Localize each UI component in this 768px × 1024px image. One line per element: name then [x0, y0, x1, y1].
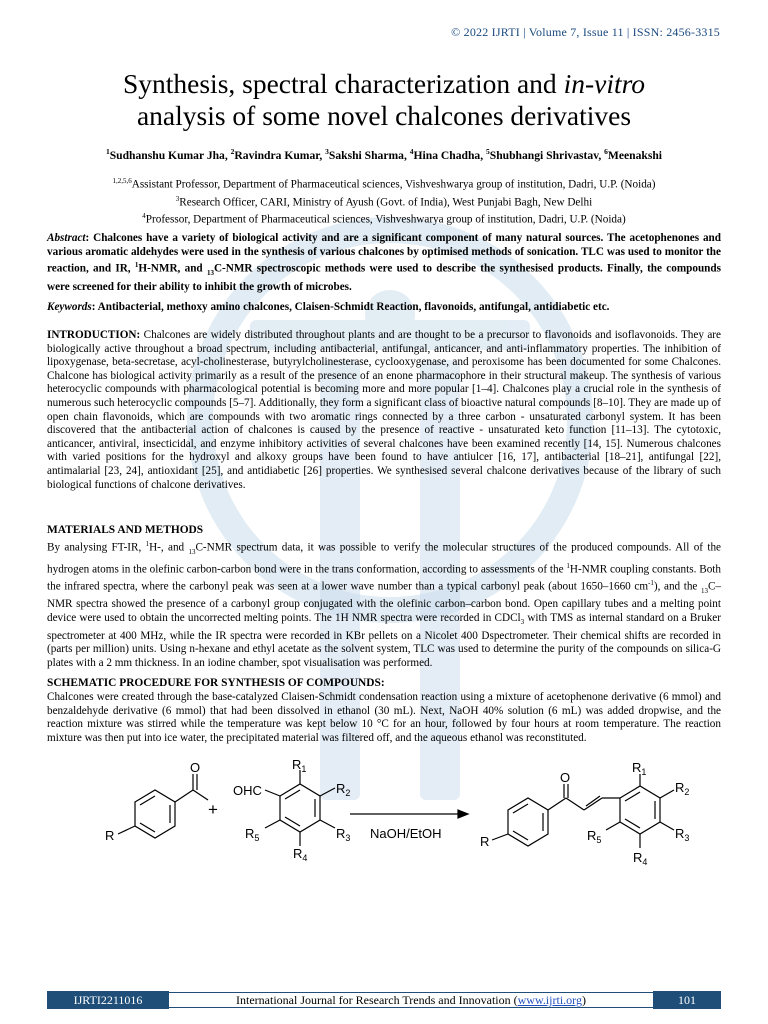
keywords-text: : Antibacterial, methoxy amino chalcones, Claisen-Schmidt Reaction, flavonoids, antifungal, antidiabetic etc.: [91, 301, 610, 313]
label-ohc: OHC: [233, 783, 262, 798]
affiliation-sup: 3: [175, 194, 180, 203]
paper-title: [47, 68, 721, 132]
mm-text: with TMS as internal standard on a Bruker spectrometer at 400 MHz, while the IR spectra were recorded in KBr pellets on a Nicolet 400 Dspectrometer. Their chemical shifts are recorded in (parts per million) units. Using n-hexane and ethyl acetate as the solvent system, TLC was used to determine the purity of the compounds on silica-G plates with a 2 mm thickness. In an iodine chamber, spot visualisation was performed.: [47, 612, 721, 670]
reagent-label: NaOH/EtOH: [370, 826, 442, 841]
label-o: O: [190, 760, 201, 775]
materials-methods-paragraph: [47, 538, 721, 671]
label-r: R: [105, 828, 115, 843]
schematic-heading: SCHEMATIC PROCEDURE FOR SYNTHESIS OF COMPOUNDS:: [47, 677, 385, 689]
title-part-1: Synthesis, spectral characterization and: [122, 68, 564, 99]
affiliation-sup: 4: [142, 212, 146, 221]
mm-sub: 13: [700, 586, 708, 595]
author-name: Sakshi Sharma,: [328, 148, 410, 162]
affiliation-text: Research Officer, CARI, Ministry of Ayush (Govt. of India), West Punjabi Bagh, New Delhi: [179, 196, 593, 209]
affiliation-text: Assistant Professor, Department of Pharmaceutical sciences, Vishveshwarya group of institution, Dadri, U.P. (Noida): [131, 178, 656, 191]
mm-text: C–NMR spectra showed the presence of a carbonyl group conjugated with the olefinic carbon–carbon bond. Open capillary tubes and a melting point device were used to obtain the uncorrected melting points. The 1H NMR spectra were recorded in CDCl: [47, 580, 722, 625]
introduction-paragraph: [47, 329, 721, 492]
introduction-text: Chalcones are widely distributed throughout plants and are thought to be a precursor to flavonoids and isoflavonoids. They are biologically active throughout a broad spectrum, including antibacterial, antifungal, anticancer, and anti-inflammatory properties. The inhibition of lipoxygenase, beta-secretase, acyl-cholinesterase, butyrylcholinesterase, cyclooxygenase, and peroxisome has been documented for some Chalcones. Chalcone has biological activity primarily as a result of the presence of an enone pharmacophore in their structural makeup. The synthesis of various heterocyclic compounds with pharmacological potential is becoming more and more popular [1–4]. Chalcones play a crucial role in the synthesis of numerous such heterocyclic compounds [5–7]. Additionally, they form a significant class of bioactive natural compounds [8–10]. They are made up of open chain flavonoids, which are compounds with two aromatic rings connected by a three carbon - unsaturated carbonyl system. It has been discovered that the antibacterial action of chalcones is caused by the presence of reactive - unsaturated keto function [11–13]. The cytotoxic, anticancer, antiviral, insecticidal, and enzyme inhibitory activities of several chalcones have been examined recently [14, 15]. Numerous chalcones with varied positions for the hydroxyl and alkoxy groups have been found to have antiulcer [16, 17], antibacterial [18–21], antifungal [22], antimalarial [23, 24], antioxidant [25], and antidiabetic [26] properties. We synthesised several chalcone derivatives because of the library of such biological functions of chalcone derivatives.: [47, 329, 721, 491]
affiliation-sup: 1,2,5,6: [112, 177, 132, 185]
abstract-text: C-NMR spectroscopic methods were used to describe the synthesised products. Finally, the compounds were screened for their ability to inhibit the growth of microbes.: [47, 262, 721, 293]
mm-sup: 1: [145, 540, 150, 548]
author-list: [47, 147, 721, 162]
label-r1: $R_1$: [292, 760, 307, 774]
abstract-paragraph: [47, 232, 721, 294]
plus-sign: +: [208, 800, 218, 819]
abstract-label: Abstract: [47, 232, 86, 244]
schematic-paragraph: Chalcones were created through the base-catalyzed Claisen-Schmidt condensation reaction using a mixture of acetophenone derivative (6 mmol) and benzaldehyde derivative (6 mmol) that had been dissolved in ethanol (30 mL). Next, NaOH 40% solution (6 mL) was added dropwise, and the reaction mixture was stirred while the temperature was kept below 10 °C for an hour, followed by four hours at room temperature. The reaction mixture was then put into ice water, the precipitated material was filtered off, and the aqueous ethanol was reconstituted.: [47, 691, 721, 744]
author-name: Meenakshi: [607, 148, 663, 162]
footer-journal-suffix: ): [581, 993, 586, 1007]
benzene-ring: [135, 790, 175, 838]
author-name: Hina Chadha,: [413, 148, 487, 162]
mm-text: H-, and: [149, 541, 189, 554]
label-r3: $R_3$: [336, 826, 351, 843]
author-sup: 6: [604, 147, 608, 156]
benzene-ring: [620, 786, 660, 834]
label-o-product: O: [560, 770, 571, 785]
affiliation-line: [47, 192, 721, 210]
mm-sub: 13: [188, 547, 196, 556]
label-r-product: R: [480, 834, 490, 849]
abstract-sup: 1: [134, 261, 139, 270]
keywords-label: Keywords: [47, 301, 92, 313]
affiliation-text: Professor, Department of Pharmaceutical sciences, Vishveshwarya group of institution, Dadri, U.P. (Noida): [145, 214, 626, 227]
benzene-ring: [280, 784, 320, 832]
footer-journal: [169, 992, 653, 1008]
mm-sup: -1: [648, 578, 654, 587]
author-sup: 1: [105, 147, 110, 156]
reaction-scheme: [80, 760, 720, 870]
abstract-sub: 13: [206, 269, 214, 278]
affiliation-line: [47, 209, 721, 227]
mm-sub: 3: [520, 618, 525, 627]
author-sup: 3: [325, 147, 329, 156]
introduction-heading: INTRODUCTION:: [47, 329, 141, 341]
mm-sup: 1: [566, 561, 570, 570]
label-r2-product: $R_2$: [675, 780, 690, 797]
affiliations: [47, 174, 721, 227]
label-r2: $R_2$: [336, 781, 351, 798]
footer-page-number: 101: [653, 991, 721, 1009]
mm-text: By analysing FT-IR,: [47, 541, 146, 554]
mm-text: C-NMR spectrum data, it was possible to verify the molecular structures of the produced compounds. All of the hydrogen atoms in the olefinic carbon-carbon bond were in the trans conformation, according to assessments of the: [47, 541, 721, 576]
page-footer: [47, 992, 721, 1008]
author-name: Shubhangi Shrivastav,: [489, 148, 605, 162]
title-italic: in-vitro: [563, 68, 646, 99]
abstract-text: H-NMR, and: [138, 262, 207, 275]
footer-journal-name: International Journal for Research Trends and Innovation (: [236, 993, 518, 1007]
author-sup: 2: [230, 147, 235, 156]
affiliation-line: [47, 174, 721, 192]
label-r5: $R_5$: [245, 826, 260, 843]
label-r4: $R_4$: [293, 846, 308, 863]
benzene-ring: [508, 798, 548, 846]
footer-paper-id: IJRTI2211016: [47, 991, 169, 1009]
mm-text: H-NMR coupling constants. Both the infrared spectra, where the carbonyl peak was seen at a lower wave number than a typical carbonyl peak (about 1650–1660 cm: [47, 563, 721, 593]
journal-website-link[interactable]: www.ijrti.org: [517, 993, 582, 1007]
author-name: Ravindra Kumar,: [234, 148, 326, 162]
label-r5-product: $R_5$: [587, 828, 602, 845]
author-sup: 4: [409, 147, 414, 156]
title-part-2: analysis of some novel chalcones derivatives: [136, 100, 632, 131]
author-name: Sudhanshu Kumar Jha,: [109, 148, 231, 162]
materials-methods-heading: MATERIALS AND METHODS: [47, 524, 204, 536]
label-r3-product: $R_3$: [675, 826, 690, 843]
keywords-paragraph: [47, 301, 721, 315]
abstract-text: : Chalcones have a variety of biological activity and are a significant component of many natural sources. The acetophenones and various aromatic aldehydes were used in the synthesis of various chalcones by optimised methods of sonication. TLC was used to monitor the reaction, and IR,: [47, 232, 721, 275]
label-r1-product: $R_1$: [632, 760, 647, 777]
mm-text: ), and the: [653, 580, 701, 593]
label-r4-product: $R_4$: [633, 850, 648, 867]
author-sup: 5: [486, 147, 490, 156]
journal-issue-info: © 2022 IJRTI | Volume 7, Issue 11 | ISSN: 2456-3315: [451, 25, 720, 39]
